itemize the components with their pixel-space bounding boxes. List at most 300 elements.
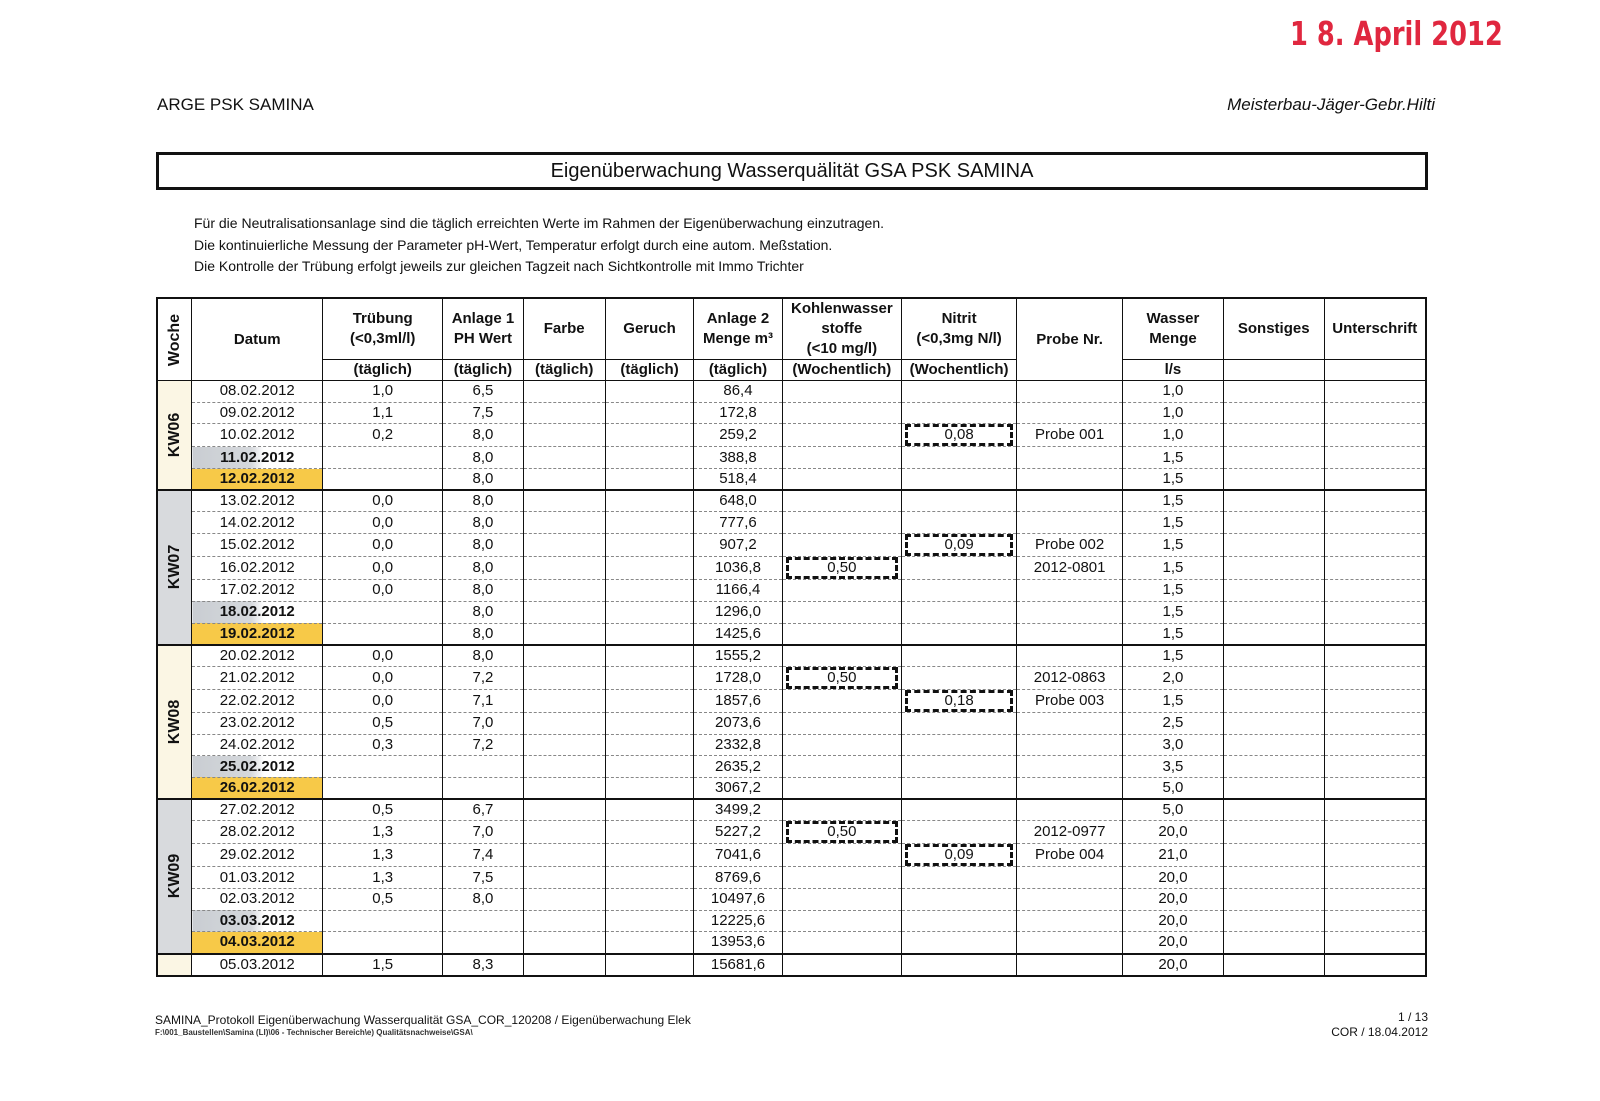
wasser-cell: 20,0 bbox=[1123, 932, 1224, 954]
sub-kw: (Wochentlich) bbox=[782, 360, 901, 381]
company-name: Meisterbau-Jäger-Gebr.Hilti bbox=[1227, 95, 1435, 114]
probe-cell bbox=[1017, 954, 1123, 976]
date-cell: 16.02.2012 bbox=[192, 557, 323, 580]
wasser-cell: 1,5 bbox=[1123, 689, 1224, 712]
wasser-cell: 1,5 bbox=[1123, 490, 1224, 512]
wasser-cell: 3,5 bbox=[1123, 756, 1224, 778]
farbe-cell bbox=[523, 844, 605, 867]
probe-cell bbox=[1017, 910, 1123, 932]
geruch-cell bbox=[605, 424, 693, 447]
menge-cell: 777,6 bbox=[694, 512, 782, 534]
revision-date: COR / 18.04.2012 bbox=[1331, 1025, 1428, 1039]
wasser-cell: 2,5 bbox=[1123, 712, 1224, 734]
table-row bbox=[157, 910, 1426, 932]
week-cell bbox=[157, 799, 192, 953]
unterschrift-cell bbox=[1324, 666, 1426, 689]
truebung-cell bbox=[323, 777, 443, 799]
farbe-cell bbox=[523, 954, 605, 976]
menge-cell: 3499,2 bbox=[694, 799, 782, 821]
menge-cell: 1728,0 bbox=[694, 666, 782, 689]
menge-cell: 2073,6 bbox=[694, 712, 782, 734]
kohlenwasserstoffe-cell bbox=[782, 402, 901, 424]
date-cell: 13.02.2012 bbox=[192, 490, 323, 512]
week-label: KW08 bbox=[165, 699, 183, 745]
nitrit-cell bbox=[901, 424, 1016, 447]
table-row bbox=[157, 645, 1426, 667]
date-cell: 09.02.2012 bbox=[192, 402, 323, 424]
table-row bbox=[157, 734, 1426, 756]
nitrit-cell bbox=[901, 799, 1016, 821]
sonstiges-cell bbox=[1223, 447, 1324, 469]
kohlenwasserstoffe-cell bbox=[782, 469, 901, 491]
probe-cell bbox=[1017, 447, 1123, 469]
date-cell: 12.02.2012 bbox=[192, 469, 323, 491]
menge-cell: 259,2 bbox=[694, 424, 782, 447]
sub-unterschrift bbox=[1324, 360, 1426, 381]
unterschrift-cell bbox=[1324, 712, 1426, 734]
col-nitrit: Nitrit (<0,3mg N/l) bbox=[901, 298, 1016, 360]
nitrit-cell bbox=[901, 821, 1016, 844]
probe-cell: Probe 002 bbox=[1017, 534, 1123, 557]
nitrit-cell bbox=[901, 447, 1016, 469]
ph-cell: 8,0 bbox=[443, 490, 523, 512]
date-cell: 01.03.2012 bbox=[192, 867, 323, 889]
sonstiges-cell bbox=[1223, 580, 1324, 602]
nitrit-cell bbox=[901, 666, 1016, 689]
farbe-cell bbox=[523, 712, 605, 734]
table-row bbox=[157, 580, 1426, 602]
ph-cell bbox=[443, 756, 523, 778]
menge-cell: 15681,6 bbox=[694, 954, 782, 976]
col-probe: Probe Nr. bbox=[1017, 298, 1123, 381]
menge-cell: 7041,6 bbox=[694, 844, 782, 867]
ph-cell: 6,7 bbox=[443, 799, 523, 821]
farbe-cell bbox=[523, 734, 605, 756]
geruch-cell bbox=[605, 490, 693, 512]
probe-cell bbox=[1017, 734, 1123, 756]
footer-path: F:\001_Baustellen\Samina (LI)\06 - Technischer Bereich\e) Qualitätsnachweise\GSA\ bbox=[155, 1028, 473, 1037]
farbe-cell bbox=[523, 512, 605, 534]
truebung-cell bbox=[323, 447, 443, 469]
menge-cell: 1555,2 bbox=[694, 645, 782, 667]
nitrit-cell-value: 0,09 bbox=[905, 844, 1013, 866]
truebung-cell bbox=[323, 623, 443, 645]
table-row bbox=[157, 799, 1426, 821]
kohlenwasserstoffe-cell bbox=[782, 712, 901, 734]
table-row bbox=[157, 932, 1426, 954]
intro-line: Für die Neutralisationsanlage sind die täglich erreichten Werte im Rahmen der Eigenüberwachung einzutragen. bbox=[194, 215, 885, 231]
menge-cell: 907,2 bbox=[694, 534, 782, 557]
table-row bbox=[157, 756, 1426, 778]
farbe-cell bbox=[523, 534, 605, 557]
truebung-cell bbox=[323, 932, 443, 954]
sonstiges-cell bbox=[1223, 381, 1324, 403]
kohlenwasserstoffe-cell bbox=[782, 424, 901, 447]
nitrit-cell bbox=[901, 381, 1016, 403]
farbe-cell bbox=[523, 889, 605, 911]
probe-cell: 2012-0977 bbox=[1017, 821, 1123, 844]
probe-cell bbox=[1017, 867, 1123, 889]
truebung-cell: 0,3 bbox=[323, 734, 443, 756]
date-cell: 20.02.2012 bbox=[192, 645, 323, 667]
ph-cell: 7,5 bbox=[443, 402, 523, 424]
ph-cell: 8,0 bbox=[443, 645, 523, 667]
unterschrift-cell bbox=[1324, 447, 1426, 469]
week-label: KW06 bbox=[165, 412, 183, 458]
probe-cell bbox=[1017, 756, 1123, 778]
intro-text bbox=[194, 213, 884, 278]
date-cell: 14.02.2012 bbox=[192, 512, 323, 534]
wasser-cell: 1,5 bbox=[1123, 469, 1224, 491]
date-cell: 15.02.2012 bbox=[192, 534, 323, 557]
table-row bbox=[157, 623, 1426, 645]
truebung-cell: 1,1 bbox=[323, 402, 443, 424]
farbe-cell bbox=[523, 821, 605, 844]
probe-cell bbox=[1017, 469, 1123, 491]
probe-cell bbox=[1017, 623, 1123, 645]
sonstiges-cell bbox=[1223, 932, 1324, 954]
ph-cell: 7,2 bbox=[443, 666, 523, 689]
ph-cell bbox=[443, 910, 523, 932]
intro-line: Die kontinuierliche Messung der Parameter pH-Wert, Temperatur erfolgt durch eine autom. Meßstation. bbox=[194, 236, 833, 253]
truebung-cell: 1,3 bbox=[323, 821, 443, 844]
probe-cell bbox=[1017, 601, 1123, 623]
menge-cell: 1166,4 bbox=[694, 580, 782, 602]
kohlenwasserstoffe-cell bbox=[782, 666, 901, 689]
sonstiges-cell bbox=[1223, 799, 1324, 821]
kohlenwasserstoffe-cell bbox=[782, 557, 901, 580]
unterschrift-cell bbox=[1324, 469, 1426, 491]
sonstiges-cell bbox=[1223, 821, 1324, 844]
nitrit-cell bbox=[901, 712, 1016, 734]
date-cell: 27.02.2012 bbox=[192, 799, 323, 821]
sonstiges-cell bbox=[1223, 867, 1324, 889]
sonstiges-cell bbox=[1223, 756, 1324, 778]
menge-cell: 3067,2 bbox=[694, 777, 782, 799]
probe-cell bbox=[1017, 490, 1123, 512]
ph-cell: 7,1 bbox=[443, 689, 523, 712]
wasser-cell: 20,0 bbox=[1123, 889, 1224, 911]
sonstiges-cell bbox=[1223, 712, 1324, 734]
nitrit-cell bbox=[901, 910, 1016, 932]
menge-cell: 1036,8 bbox=[694, 557, 782, 580]
probe-cell bbox=[1017, 712, 1123, 734]
menge-cell: 13953,6 bbox=[694, 932, 782, 954]
probe-cell bbox=[1017, 402, 1123, 424]
geruch-cell bbox=[605, 645, 693, 667]
col-unterschrift: Unterschrift bbox=[1324, 298, 1426, 360]
sub-truebung: (täglich) bbox=[323, 360, 443, 381]
farbe-cell bbox=[523, 424, 605, 447]
menge-cell: 5227,2 bbox=[694, 821, 782, 844]
geruch-cell bbox=[605, 601, 693, 623]
geruch-cell bbox=[605, 512, 693, 534]
date-cell: 29.02.2012 bbox=[192, 844, 323, 867]
probe-cell bbox=[1017, 932, 1123, 954]
document-title-text: Eigenüberwachung Wasserquälität GSA PSK SAMINA bbox=[550, 159, 1034, 182]
week-label: KW07 bbox=[165, 545, 183, 590]
geruch-cell bbox=[605, 712, 693, 734]
sub-menge: (täglich) bbox=[694, 360, 782, 381]
geruch-cell bbox=[605, 689, 693, 712]
farbe-cell bbox=[523, 799, 605, 821]
kohlenwasserstoffe-cell-value: 0,50 bbox=[786, 557, 898, 579]
col-menge: Anlage 2 Menge m³ bbox=[694, 298, 782, 360]
menge-cell: 172,8 bbox=[694, 402, 782, 424]
geruch-cell bbox=[605, 623, 693, 645]
farbe-cell bbox=[523, 402, 605, 424]
date-cell: 04.03.2012 bbox=[192, 932, 323, 954]
nitrit-cell bbox=[901, 756, 1016, 778]
col-ph: Anlage 1 PH Wert bbox=[443, 298, 523, 360]
unterschrift-cell bbox=[1324, 490, 1426, 512]
date-cell: 28.02.2012 bbox=[192, 821, 323, 844]
farbe-cell bbox=[523, 469, 605, 491]
table-row bbox=[157, 712, 1426, 734]
table-row bbox=[157, 777, 1426, 799]
nitrit-cell bbox=[901, 601, 1016, 623]
ph-cell: 8,0 bbox=[443, 447, 523, 469]
wasser-cell: 2,0 bbox=[1123, 666, 1224, 689]
table-row bbox=[157, 381, 1426, 403]
kohlenwasserstoffe-cell bbox=[782, 844, 901, 867]
date-cell: 02.03.2012 bbox=[192, 889, 323, 911]
table-row bbox=[157, 689, 1426, 712]
ph-cell: 8,0 bbox=[443, 469, 523, 491]
table-row bbox=[157, 469, 1426, 491]
nitrit-cell-value: 0,08 bbox=[905, 424, 1013, 446]
unterschrift-cell bbox=[1324, 512, 1426, 534]
date-cell: 26.02.2012 bbox=[192, 777, 323, 799]
nitrit-cell bbox=[901, 402, 1016, 424]
truebung-cell: 1,5 bbox=[323, 954, 443, 976]
wasser-cell: 20,0 bbox=[1123, 910, 1224, 932]
week-cell bbox=[157, 490, 192, 644]
date-cell: 10.02.2012 bbox=[192, 424, 323, 447]
table-row bbox=[157, 954, 1426, 976]
date-stamp: 1 8. April 2012 bbox=[1290, 14, 1503, 53]
wasser-cell: 1,5 bbox=[1123, 557, 1224, 580]
date-cell: 21.02.2012 bbox=[192, 666, 323, 689]
table-row bbox=[157, 666, 1426, 689]
truebung-cell: 0,0 bbox=[323, 645, 443, 667]
table-row bbox=[157, 490, 1426, 512]
sub-farbe: (täglich) bbox=[523, 360, 605, 381]
col-datum: Datum bbox=[192, 298, 323, 381]
ph-cell: 8,0 bbox=[443, 512, 523, 534]
sonstiges-cell bbox=[1223, 512, 1324, 534]
wasser-cell: 1,5 bbox=[1123, 645, 1224, 667]
table-body bbox=[157, 381, 1426, 976]
probe-cell bbox=[1017, 580, 1123, 602]
geruch-cell bbox=[605, 889, 693, 911]
date-cell: 23.02.2012 bbox=[192, 712, 323, 734]
table-row bbox=[157, 844, 1426, 867]
sub-sonstiges bbox=[1223, 360, 1324, 381]
contractor-name: ARGE PSK SAMINA bbox=[157, 95, 314, 114]
unterschrift-cell bbox=[1324, 756, 1426, 778]
page-number: 1 / 13 bbox=[1397, 1010, 1428, 1024]
ph-cell: 8,0 bbox=[443, 601, 523, 623]
ph-cell: 8,3 bbox=[443, 954, 523, 976]
sub-wasser: l/s bbox=[1123, 360, 1224, 381]
truebung-cell: 0,0 bbox=[323, 666, 443, 689]
truebung-cell: 0,5 bbox=[323, 799, 443, 821]
wasser-cell: 1,0 bbox=[1123, 381, 1224, 403]
sonstiges-cell bbox=[1223, 954, 1324, 976]
farbe-cell bbox=[523, 932, 605, 954]
truebung-cell bbox=[323, 910, 443, 932]
kohlenwasserstoffe-cell bbox=[782, 381, 901, 403]
nitrit-cell bbox=[901, 844, 1016, 867]
farbe-cell bbox=[523, 557, 605, 580]
farbe-cell bbox=[523, 689, 605, 712]
kohlenwasserstoffe-cell bbox=[782, 867, 901, 889]
sub-ph: (täglich) bbox=[443, 360, 523, 381]
wasser-cell: 1,5 bbox=[1123, 623, 1224, 645]
farbe-cell bbox=[523, 580, 605, 602]
probe-cell bbox=[1017, 799, 1123, 821]
week-label: KW09 bbox=[165, 854, 183, 899]
truebung-cell bbox=[323, 469, 443, 491]
table-row bbox=[157, 402, 1426, 424]
truebung-cell: 0,0 bbox=[323, 490, 443, 512]
truebung-cell: 1,3 bbox=[323, 867, 443, 889]
geruch-cell bbox=[605, 844, 693, 867]
probe-cell: 2012-0863 bbox=[1017, 666, 1123, 689]
unterschrift-cell bbox=[1324, 645, 1426, 667]
truebung-cell: 0,5 bbox=[323, 889, 443, 911]
wasser-cell: 5,0 bbox=[1123, 799, 1224, 821]
unterschrift-cell bbox=[1324, 821, 1426, 844]
geruch-cell bbox=[605, 954, 693, 976]
sonstiges-cell bbox=[1223, 490, 1324, 512]
kohlenwasserstoffe-cell bbox=[782, 689, 901, 712]
unterschrift-cell bbox=[1324, 580, 1426, 602]
menge-cell: 12225,6 bbox=[694, 910, 782, 932]
unterschrift-cell bbox=[1324, 689, 1426, 712]
unterschrift-cell bbox=[1324, 623, 1426, 645]
wasser-cell: 5,0 bbox=[1123, 777, 1224, 799]
truebung-cell bbox=[323, 601, 443, 623]
unterschrift-cell bbox=[1324, 954, 1426, 976]
unterschrift-cell bbox=[1324, 799, 1426, 821]
nitrit-cell bbox=[901, 645, 1016, 667]
sub-geruch: (täglich) bbox=[605, 360, 693, 381]
truebung-cell: 0,5 bbox=[323, 712, 443, 734]
menge-cell: 518,4 bbox=[694, 469, 782, 491]
date-cell: 22.02.2012 bbox=[192, 689, 323, 712]
kohlenwasserstoffe-cell bbox=[782, 954, 901, 976]
ph-cell: 8,0 bbox=[443, 424, 523, 447]
kohlenwasserstoffe-cell bbox=[782, 889, 901, 911]
farbe-cell bbox=[523, 666, 605, 689]
sonstiges-cell bbox=[1223, 424, 1324, 447]
kohlenwasserstoffe-cell bbox=[782, 799, 901, 821]
unterschrift-cell bbox=[1324, 402, 1426, 424]
ph-cell bbox=[443, 777, 523, 799]
kohlenwasserstoffe-cell bbox=[782, 645, 901, 667]
nitrit-cell bbox=[901, 867, 1016, 889]
kohlenwasserstoffe-cell bbox=[782, 512, 901, 534]
truebung-cell: 0,2 bbox=[323, 424, 443, 447]
probe-cell bbox=[1017, 645, 1123, 667]
kohlenwasserstoffe-cell bbox=[782, 490, 901, 512]
kohlenwasserstoffe-cell bbox=[782, 777, 901, 799]
wasser-cell: 1,5 bbox=[1123, 601, 1224, 623]
kohlenwasserstoffe-cell-value: 0,50 bbox=[786, 821, 898, 843]
farbe-cell bbox=[523, 867, 605, 889]
unterschrift-cell bbox=[1324, 534, 1426, 557]
nitrit-cell bbox=[901, 889, 1016, 911]
menge-cell: 388,8 bbox=[694, 447, 782, 469]
date-cell: 17.02.2012 bbox=[192, 580, 323, 602]
menge-cell: 10497,6 bbox=[694, 889, 782, 911]
sonstiges-cell bbox=[1223, 645, 1324, 667]
unterschrift-cell bbox=[1324, 381, 1426, 403]
nitrit-cell bbox=[901, 512, 1016, 534]
date-cell: 11.02.2012 bbox=[192, 447, 323, 469]
truebung-cell: 0,0 bbox=[323, 512, 443, 534]
sonstiges-cell bbox=[1223, 402, 1324, 424]
farbe-cell bbox=[523, 447, 605, 469]
table-row bbox=[157, 512, 1426, 534]
kohlenwasserstoffe-cell bbox=[782, 734, 901, 756]
unterschrift-cell bbox=[1324, 777, 1426, 799]
table-row bbox=[157, 534, 1426, 557]
sonstiges-cell bbox=[1223, 557, 1324, 580]
nitrit-cell bbox=[901, 534, 1016, 557]
ph-cell: 8,0 bbox=[443, 623, 523, 645]
menge-cell: 1425,6 bbox=[694, 623, 782, 645]
sonstiges-cell bbox=[1223, 889, 1324, 911]
sonstiges-cell bbox=[1223, 689, 1324, 712]
kohlenwasserstoffe-cell-value: 0,50 bbox=[786, 667, 898, 689]
wasser-cell: 1,5 bbox=[1123, 534, 1224, 557]
unterschrift-cell bbox=[1324, 910, 1426, 932]
footer-filename: SAMINA_Protokoll Eigenüberwachung Wasserqualität GSA_COR_120208 / Eigenüberwachung Elek bbox=[155, 1013, 691, 1027]
nitrit-cell bbox=[901, 557, 1016, 580]
ph-cell: 8,0 bbox=[443, 557, 523, 580]
date-cell: 18.02.2012 bbox=[192, 601, 323, 623]
intro-line: Die Kontrolle der Trübung erfolgt jeweils zur gleichen Tagzeit nach Sichtkontrolle mit Immo Trichter bbox=[194, 258, 804, 274]
geruch-cell bbox=[605, 381, 693, 403]
probe-cell: Probe 004 bbox=[1017, 844, 1123, 867]
menge-cell: 1857,6 bbox=[694, 689, 782, 712]
geruch-cell bbox=[605, 734, 693, 756]
date-cell: 08.02.2012 bbox=[192, 381, 323, 403]
wasser-cell: 1,0 bbox=[1123, 424, 1224, 447]
nitrit-cell-value: 0,09 bbox=[905, 534, 1013, 556]
unterschrift-cell bbox=[1324, 867, 1426, 889]
farbe-cell bbox=[523, 756, 605, 778]
kohlenwasserstoffe-cell bbox=[782, 447, 901, 469]
farbe-cell bbox=[523, 777, 605, 799]
nitrit-cell bbox=[901, 580, 1016, 602]
ph-cell: 8,0 bbox=[443, 889, 523, 911]
wasser-cell: 3,0 bbox=[1123, 734, 1224, 756]
unterschrift-cell bbox=[1324, 932, 1426, 954]
unterschrift-cell bbox=[1324, 844, 1426, 867]
probe-cell: Probe 003 bbox=[1017, 689, 1123, 712]
wasser-cell: 21,0 bbox=[1123, 844, 1224, 867]
truebung-cell: 0,0 bbox=[323, 557, 443, 580]
truebung-cell: 0,0 bbox=[323, 689, 443, 712]
farbe-cell bbox=[523, 645, 605, 667]
kohlenwasserstoffe-cell bbox=[782, 821, 901, 844]
geruch-cell bbox=[605, 580, 693, 602]
sonstiges-cell bbox=[1223, 469, 1324, 491]
